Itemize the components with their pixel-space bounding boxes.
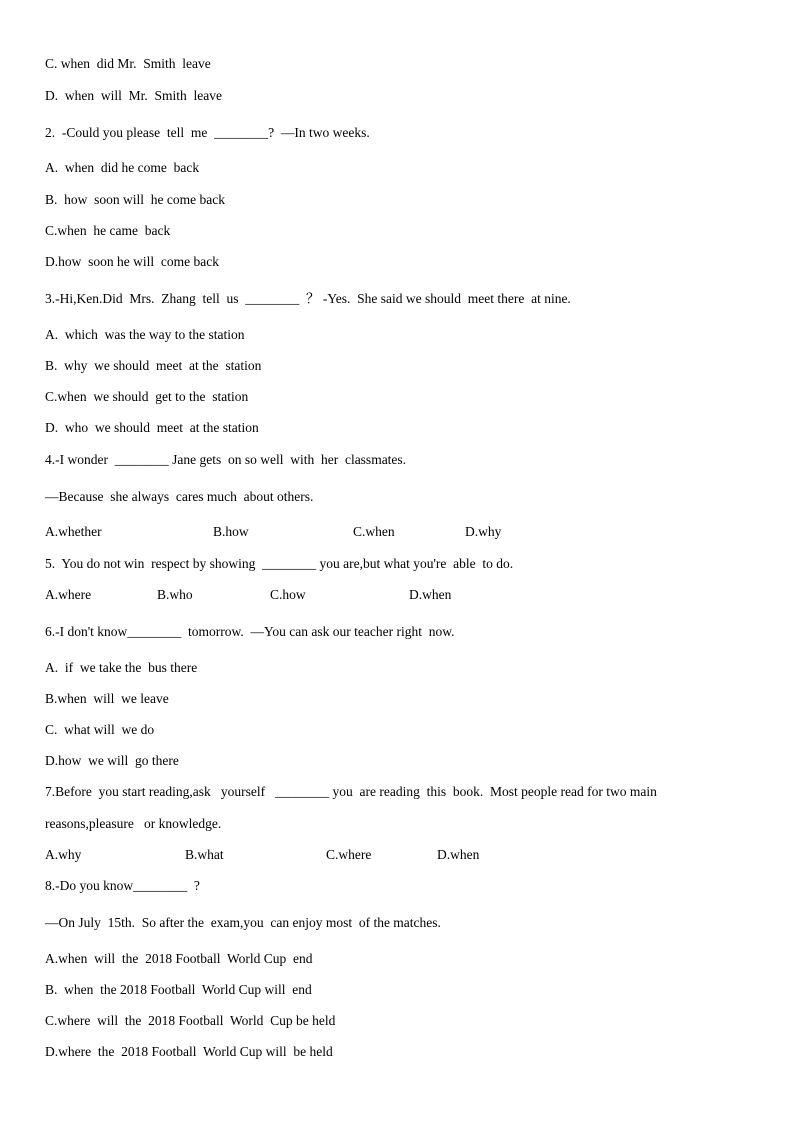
q5-option-c: C.how [270,587,306,602]
q7-option-a: A.why [45,847,82,862]
q5-option-a: A.where [45,587,92,602]
q2-stem: 2. -Could you please tell me ________? —In two weeks. [45,125,370,140]
q4-option-b: B.how [213,524,249,539]
q6-stem: 6.-I don't know________ tomorrow. —You can ask our teacher right now. [45,624,455,639]
q7-option-c: C.where [326,847,372,862]
q4-option-a: A.whether [45,524,102,539]
q8-option-a: A.when will the 2018 Football World Cup end [45,951,313,966]
q2-option-c: C.when he came back [45,223,171,238]
q5-option-d: D.when [409,587,452,602]
q3-option-b: B. why we should meet at the station [45,358,262,373]
q3-option-c: C.when we should get to the station [45,389,249,404]
q4-option-d: D.why [465,524,502,539]
q8-option-b: B. when the 2018 Football World Cup will end [45,982,312,997]
q7-stem: 7.Before you start reading,ask yourself ________ you are reading this book. Most people read for two main [45,784,657,799]
q4-reply: —Because she always cares much about others. [45,489,314,504]
q7-stem-continued: reasons,pleasure or knowledge. [45,816,222,831]
q4-option-c: C.when [353,524,395,539]
q6-option-d: D.how we will go there [45,753,179,768]
q1-option-c: C. when did Mr. Smith leave [45,56,211,71]
q6-option-c: C. what will we do [45,722,155,737]
q8-option-d: D.where the 2018 Football World Cup will be held [45,1044,333,1059]
q2-option-a: A. when did he come back [45,160,200,175]
q2-option-b: B. how soon will he come back [45,192,225,207]
q5-option-b: B.who [157,587,193,602]
q7-option-d: D.when [437,847,480,862]
q8-reply: —On July 15th. So after the exam,you can enjoy most of the matches. [45,915,441,930]
q3-option-a: A. which was the way to the station [45,327,245,342]
q2-option-d: D.how soon he will come back [45,254,219,269]
q4-stem: 4.-I wonder ________ Jane gets on so well with her classmates. [45,452,407,467]
q5-stem: 5. You do not win respect by showing ________ you are,but what you're able to do. [45,556,514,571]
q7-option-b: B.what [185,847,224,862]
q6-option-b: B.when will we leave [45,691,169,706]
q1-option-d: D. when will Mr. Smith leave [45,88,222,103]
q6-option-a: A. if we take the bus there [45,660,198,675]
q3-stem: 3.-Hi,Ken.Did Mrs. Zhang tell us ________ ？ -Yes. She said we should meet there at nine. [45,291,571,306]
q8-option-c: C.where will the 2018 Football World Cup be held [45,1013,336,1028]
q3-option-d: D. who we should meet at the station [45,420,259,435]
q8-stem: 8.-Do you know________ ? [45,878,200,893]
